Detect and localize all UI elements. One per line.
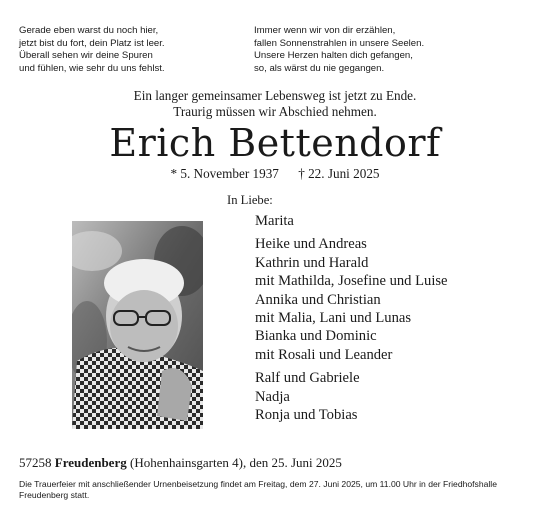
poem-line: so, als wärst du nie gegangen.	[254, 62, 385, 74]
mourner-line: Kathrin und Harald	[255, 254, 369, 271]
mourner-line: Bianka und Dominic	[255, 328, 377, 345]
poem-line: Unsere Herzen halten dich gefangen,	[254, 50, 413, 62]
deceased-name: Erich Bettendorf	[109, 121, 441, 165]
poem-right	[254, 25, 424, 75]
mourner-line: mit Malia, Lani und Lunas	[255, 310, 412, 327]
funeral-note: Die Trauerfeier mit anschließender Urnenbeisetzung findet am Freitag, dem 27. Juni 2025, um 11.00 Uhr in der Friedhofshalle Freudenberg statt.	[19, 479, 497, 501]
portrait-photo	[72, 221, 203, 429]
mourner-line: mit Mathilda, Josefine und Luise	[255, 273, 448, 290]
birth-date: * 5. November 1937	[170, 166, 279, 181]
mourner-group	[255, 235, 448, 364]
mourner-line: Heike und Andreas	[255, 236, 367, 253]
mourner-group	[255, 212, 448, 230]
poem-line: und fühlen, wie sehr du uns fehlst.	[19, 62, 165, 74]
poem-line: Gerade eben warst du noch hier,	[19, 25, 159, 36]
mourner-line: Ralf und Gabriele	[255, 370, 360, 387]
poem-line: jetzt bist du fort, dein Platz ist leer.	[19, 37, 165, 49]
intro-line: Ein langer gemeinsamer Lebensweg ist jetzt zu Ende.	[133, 88, 417, 103]
mourner-group	[255, 369, 448, 424]
intro-text	[0, 88, 550, 120]
zip-code: 57258	[19, 455, 52, 470]
funeral-address	[19, 455, 342, 471]
mourner-line: Marita	[255, 213, 294, 229]
life-dates	[0, 166, 550, 182]
poem-line: Überall sehen wir deine Spuren	[19, 50, 153, 62]
mourner-line: Nadja	[255, 388, 290, 405]
poem-line: Immer wenn wir von dir erzählen,	[254, 25, 396, 36]
portrait-illustration	[72, 221, 203, 429]
mourners-list	[255, 212, 448, 429]
mourner-line: Ronja und Tobias	[255, 407, 358, 424]
address-date: (Hohenhainsgarten 4), den 25. Juni 2025	[129, 455, 342, 470]
mourner-line: mit Rosali und Leander	[255, 346, 393, 363]
town-name: Freudenberg	[54, 455, 127, 470]
poem-line: fallen Sonnenstrahlen in unsere Seelen.	[254, 37, 425, 49]
mourner-line: Annika und Christian	[255, 291, 381, 308]
intro-line: Traurig müssen wir Abschied nehmen.	[173, 104, 377, 119]
poem-left	[19, 25, 165, 75]
in-liebe-label: In Liebe:	[227, 193, 273, 207]
death-date: † 22. Juni 2025	[298, 166, 380, 181]
